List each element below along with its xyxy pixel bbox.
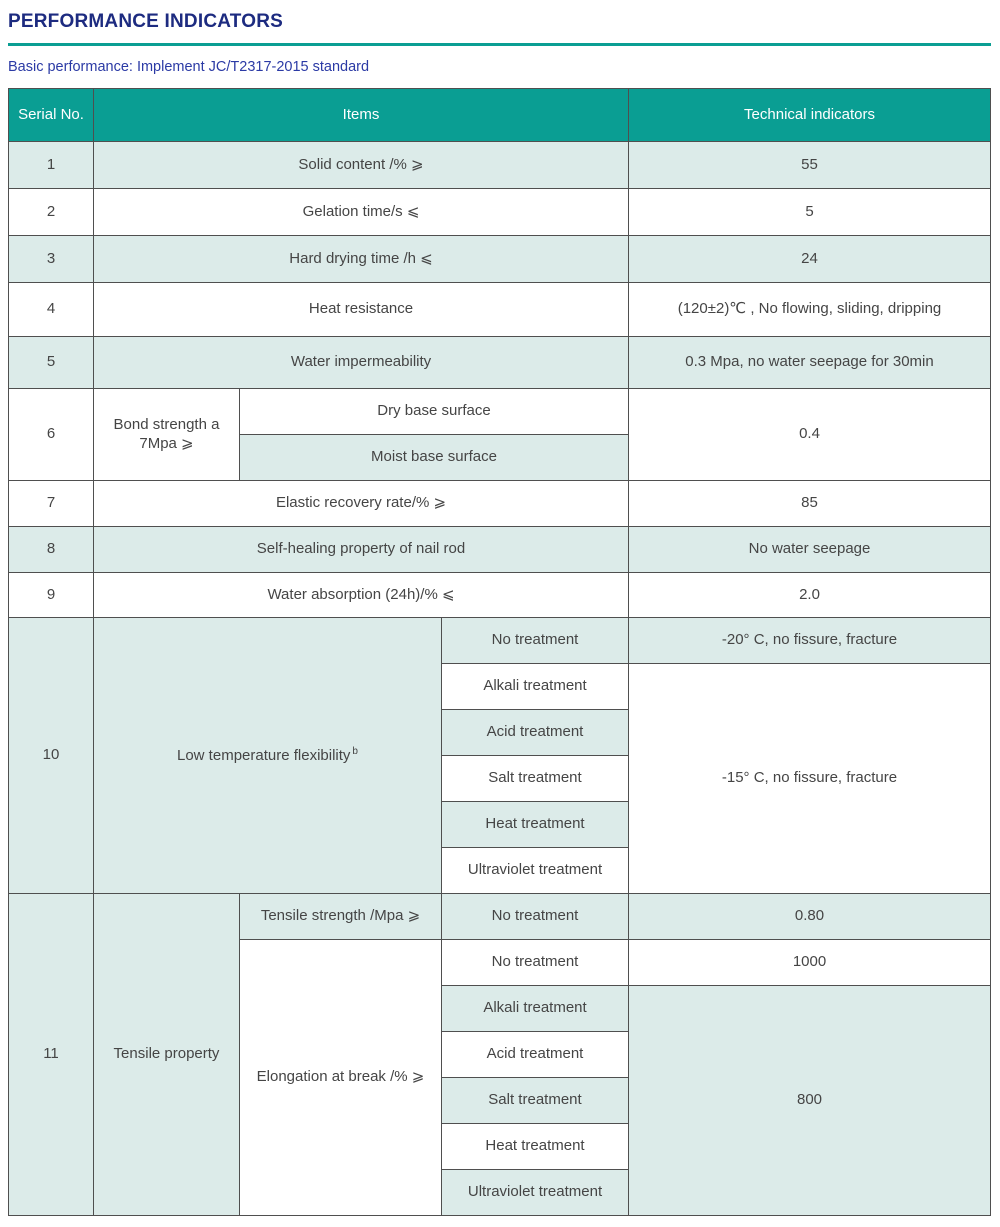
cell-value-3: 24 bbox=[629, 236, 991, 283]
cell-value-7: 85 bbox=[629, 481, 991, 527]
cell-serial-9: 9 bbox=[9, 573, 94, 618]
cell-treatment-11-acid: Acid treatment bbox=[442, 1032, 629, 1078]
table-row bbox=[9, 337, 991, 389]
bond-strength-line2: 7Mpa ⩾ bbox=[139, 434, 194, 452]
cell-param-tensile-strength: Tensile strength /Mpa ⩾ bbox=[240, 894, 442, 940]
cell-sub-dry-base: Dry base surface bbox=[240, 389, 629, 435]
cell-item-3: Hard drying time /h ⩽ bbox=[94, 236, 629, 283]
cell-serial-10: 10 bbox=[9, 618, 94, 894]
cell-treatment-11-ultraviolet: Ultraviolet treatment bbox=[442, 1170, 629, 1216]
table-row bbox=[9, 189, 991, 236]
accent-divider bbox=[8, 43, 991, 46]
bond-strength-line1: Bond strength a bbox=[113, 415, 220, 433]
cell-item-11-tensile-property: Tensile property bbox=[94, 894, 240, 1216]
cell-sub-moist-base: Moist base surface bbox=[240, 435, 629, 481]
cell-treatment-11-no: No treatment bbox=[442, 940, 629, 986]
col-header-serial: Serial No. bbox=[9, 89, 94, 142]
table-row bbox=[9, 236, 991, 283]
table-row bbox=[9, 389, 991, 435]
table-header-row bbox=[9, 89, 991, 142]
cell-value-11-strength: 0.80 bbox=[629, 894, 991, 940]
footnote-marker-b: b bbox=[352, 745, 358, 757]
cell-item-10-low-temp-flexibility bbox=[94, 618, 442, 894]
cell-serial-2: 2 bbox=[9, 189, 94, 236]
cell-treatment-11-salt: Salt treatment bbox=[442, 1078, 629, 1124]
table-row bbox=[9, 618, 991, 664]
subtitle: Basic performance: Implement JC/T2317-2015 standard bbox=[8, 59, 370, 75]
cell-serial-6: 6 bbox=[9, 389, 94, 481]
cell-value-1: 55 bbox=[629, 142, 991, 189]
cell-serial-5: 5 bbox=[9, 337, 94, 389]
cell-value-8: No water seepage bbox=[629, 527, 991, 573]
cell-serial-3: 3 bbox=[9, 236, 94, 283]
cell-param-elongation: Elongation at break /% ⩾ bbox=[240, 940, 442, 1216]
cell-value-9: 2.0 bbox=[629, 573, 991, 618]
table-row bbox=[9, 283, 991, 337]
cell-item-9: Water absorption (24h)/% ⩽ bbox=[94, 573, 629, 618]
cell-treatment-10-ultraviolet: Ultraviolet treatment bbox=[442, 848, 629, 894]
cell-value-4: (120±2)℃ , No flowing, sliding, dripping bbox=[629, 283, 991, 337]
cell-treatment-10-acid: Acid treatment bbox=[442, 710, 629, 756]
cell-item-7: Elastic recovery rate/% ⩾ bbox=[94, 481, 629, 527]
cell-item-6-bond-strength bbox=[94, 389, 240, 481]
table-row bbox=[9, 573, 991, 618]
cell-item-8: Self-healing property of nail rod bbox=[94, 527, 629, 573]
cell-treatment-10-salt: Salt treatment bbox=[442, 756, 629, 802]
table-row bbox=[9, 142, 991, 189]
cell-serial-8: 8 bbox=[9, 527, 94, 573]
cell-treatment-10-no: No treatment bbox=[442, 618, 629, 664]
performance-table bbox=[8, 88, 991, 1216]
cell-item-2: Gelation time/s ⩽ bbox=[94, 189, 629, 236]
page-title: PERFORMANCE INDICATORS bbox=[8, 11, 283, 32]
table-row bbox=[9, 481, 991, 527]
col-header-technical: Technical indicators bbox=[629, 89, 991, 142]
low-temp-label: Low temperature flexibility bbox=[177, 746, 351, 764]
cell-treatment-10-heat: Heat treatment bbox=[442, 802, 629, 848]
cell-value-5: 0.3 Mpa, no water seepage for 30min bbox=[629, 337, 991, 389]
cell-item-1: Solid content /% ⩾ bbox=[94, 142, 629, 189]
table-row bbox=[9, 527, 991, 573]
cell-value-11-no-treatment: 1000 bbox=[629, 940, 991, 986]
table-row bbox=[9, 894, 991, 940]
cell-serial-7: 7 bbox=[9, 481, 94, 527]
cell-item-5: Water impermeability bbox=[94, 337, 629, 389]
cell-treatment-10-alkali: Alkali treatment bbox=[442, 664, 629, 710]
cell-serial-4: 4 bbox=[9, 283, 94, 337]
cell-value-6: 0.4 bbox=[629, 389, 991, 481]
cell-value-10-treated: -15° C, no fissure, fracture bbox=[629, 664, 991, 894]
cell-value-2: 5 bbox=[629, 189, 991, 236]
cell-serial-1: 1 bbox=[9, 142, 94, 189]
cell-value-10-no-treatment: -20° C, no fissure, fracture bbox=[629, 618, 991, 664]
cell-treatment-11-heat: Heat treatment bbox=[442, 1124, 629, 1170]
cell-treatment-11-alkali: Alkali treatment bbox=[442, 986, 629, 1032]
cell-item-4: Heat resistance bbox=[94, 283, 629, 337]
cell-serial-11: 11 bbox=[9, 894, 94, 1216]
col-header-items: Items bbox=[94, 89, 629, 142]
cell-value-11-treated: 800 bbox=[629, 986, 991, 1216]
cell-treatment-11-strength-no: No treatment bbox=[442, 894, 629, 940]
